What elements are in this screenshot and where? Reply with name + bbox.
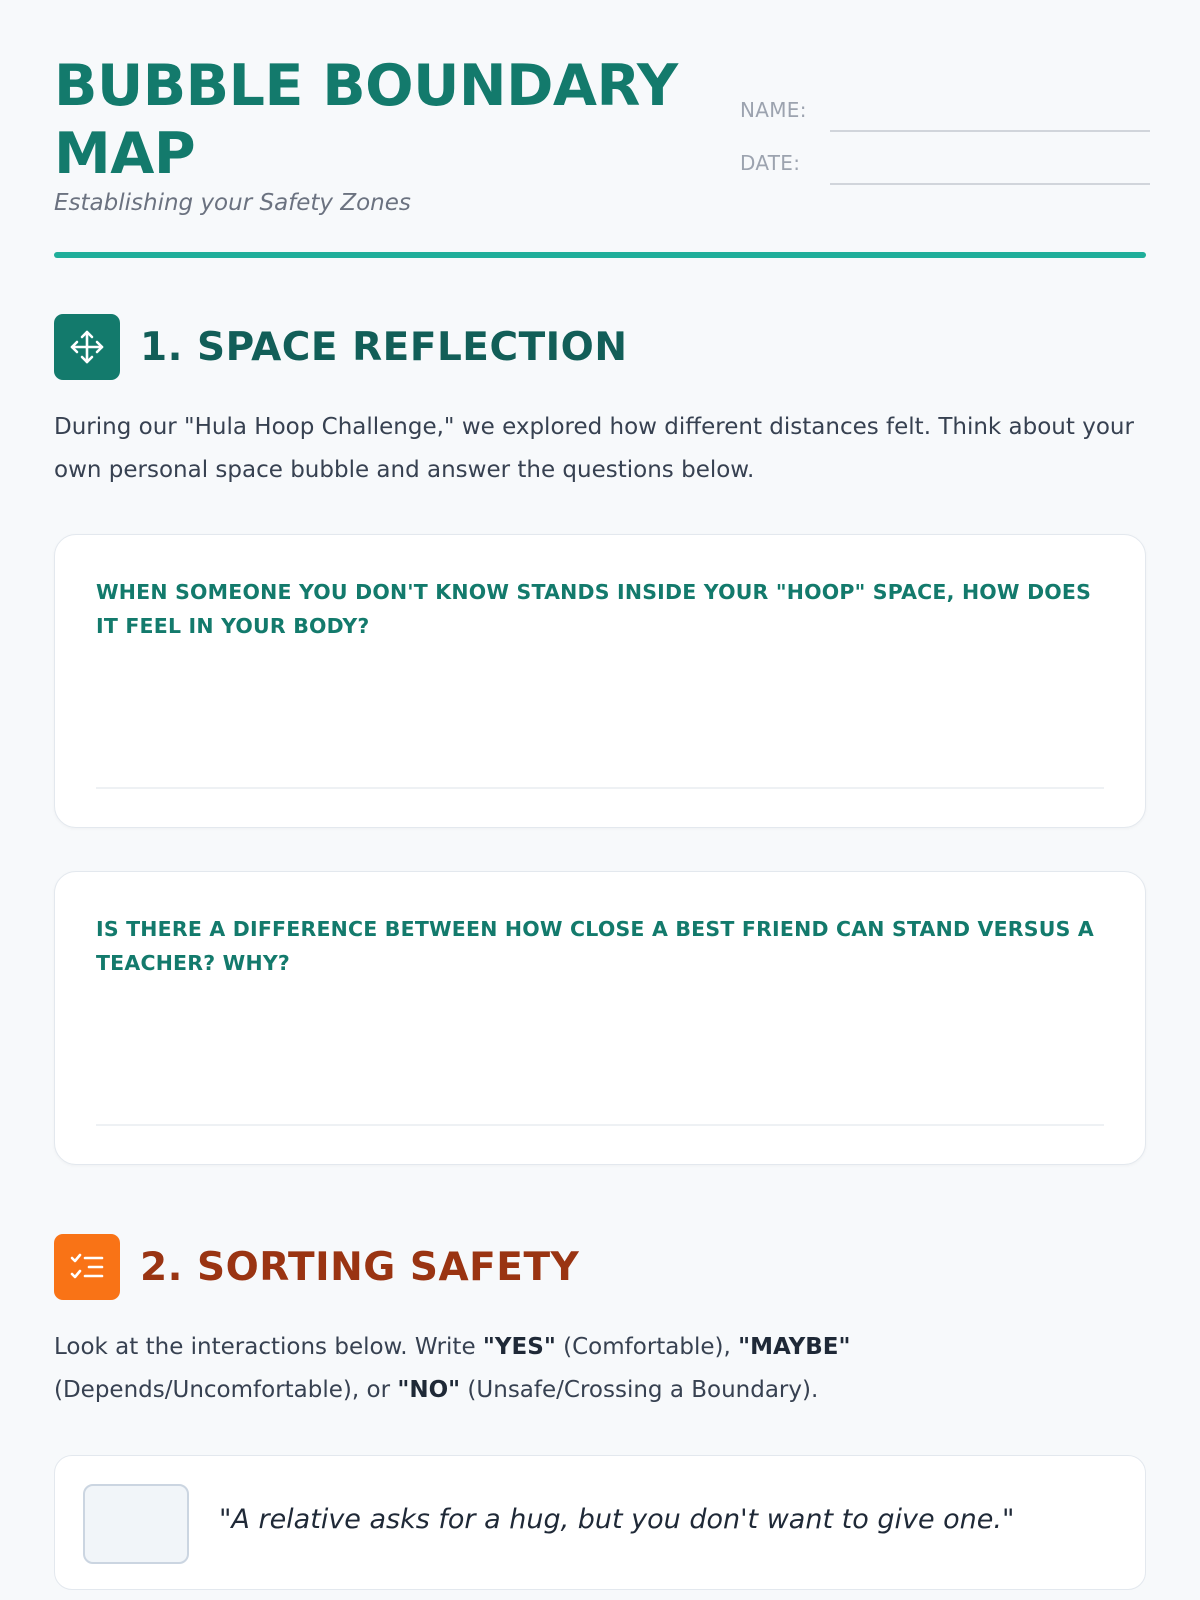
page-subtitle: Establishing your Safety Zones <box>54 190 411 216</box>
section-intro: During our "Hula Hoop Challenge," we explored how different distances felt. Think about your own personal space bubble and answer the questions below. <box>54 414 1134 483</box>
name-field-row <box>740 98 1150 122</box>
section-title: 1. SPACE REFLECTION <box>140 324 628 370</box>
date-label: DATE: <box>740 151 801 175</box>
question-card <box>54 534 1146 828</box>
answer-line[interactable] <box>96 1124 1104 1126</box>
section-space-reflection-heading <box>54 314 627 380</box>
no-keyword: "NO" <box>397 1377 461 1403</box>
sorting-item <box>54 1455 1146 1590</box>
date-field-row <box>740 151 1150 175</box>
intro-text: (Comfortable), <box>555 1334 739 1360</box>
date-field[interactable] <box>830 183 1150 185</box>
section-sorting-safety-heading <box>54 1234 579 1300</box>
question-text: IS THERE A DIFFERENCE BETWEEN HOW CLOSE A BEST FRIEND CAN STAND VERSUS A TEACHER? WHY? <box>96 917 1094 975</box>
answer-input-box[interactable] <box>83 1484 189 1564</box>
checklist-icon <box>54 1234 120 1300</box>
page-title: BUBBLE BOUNDARY MAP <box>54 53 678 187</box>
question-card <box>54 871 1146 1165</box>
scenario-text: "A relative asks for a hug, but you don't want to give one." <box>219 1504 1015 1535</box>
move-arrows-icon <box>54 314 120 380</box>
worksheet-header <box>54 0 1146 262</box>
maybe-keyword: "MAYBE" <box>738 1334 851 1360</box>
header-divider <box>54 252 1146 258</box>
answer-line[interactable] <box>96 787 1104 789</box>
intro-text: (Depends/Uncomfortable), or <box>54 1377 398 1403</box>
name-label: NAME: <box>740 98 807 122</box>
name-field[interactable] <box>830 130 1150 132</box>
section-intro <box>54 1326 1146 1412</box>
yes-keyword: "YES" <box>482 1334 556 1360</box>
intro-text: (Unsafe/Crossing a Boundary). <box>460 1377 819 1403</box>
question-text: WHEN SOMEONE YOU DON'T KNOW STANDS INSIDE YOUR "HOOP" SPACE, HOW DOES IT FEEL IN YOUR BODY? <box>96 580 1092 638</box>
section-title: 2. SORTING SAFETY <box>140 1244 580 1290</box>
intro-text: Look at the interactions below. Write <box>54 1334 483 1360</box>
